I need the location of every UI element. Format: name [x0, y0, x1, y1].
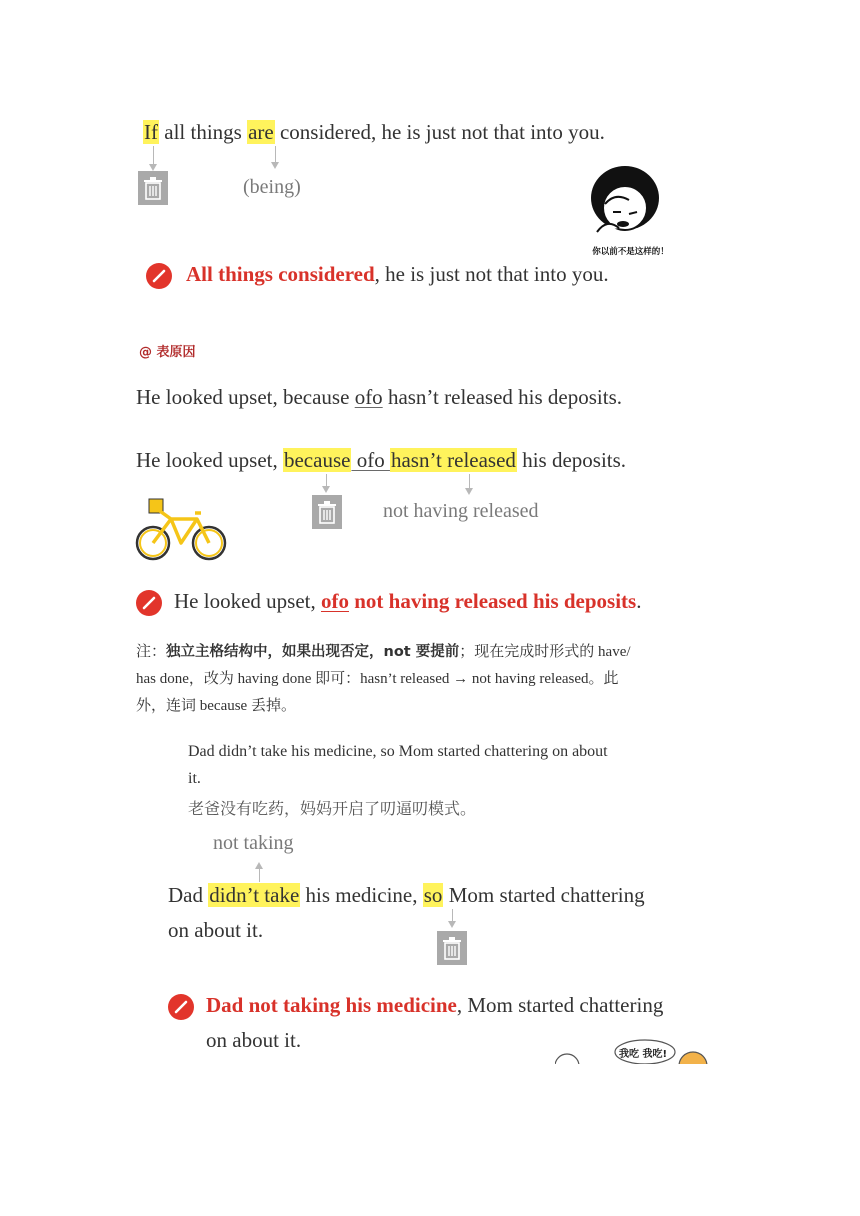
- sentence-original-1: If all things are considered, he is just not that into you.: [144, 120, 605, 144]
- arrow-down-icon: [149, 164, 157, 171]
- sentence-corrected-1: All things considered, he is just not that into you.: [186, 262, 609, 286]
- highlight-are: are: [248, 120, 274, 144]
- arrow-down-icon: [271, 162, 279, 169]
- speech-bubble-text: 我吃 我吃!: [619, 1049, 668, 1060]
- bicycle-icon: [135, 495, 227, 568]
- sentence-corrected-3: Dad not taking his medicine, Mom started chattering: [206, 993, 664, 1017]
- cartoon-image: [555, 1036, 715, 1064]
- sentence-marked-2: He looked upset, because ofo hasn’t released his deposits.: [136, 448, 627, 472]
- example-sentence: Dad didn’t take his medicine, so Mom started chattering on about it. 老爸没有吃药，妈妈开启了叨逼叨模式。: [188, 738, 688, 823]
- grammar-note: 注：独立主格结构中，如果出现否定，not 要提前；现在完成时形式的 have/ has done，改为 having done 即可：hasn’t released → not having released。此 外，连词 because 丢掉。: [136, 644, 631, 714]
- arrow-line: [153, 146, 154, 166]
- trash-icon: [437, 931, 467, 965]
- pencil-icon: [168, 994, 194, 1020]
- highlight-hasnt-released: hasn’t released: [390, 448, 516, 472]
- sentence-marked-3-line2: on about it.: [168, 918, 264, 942]
- sentence-corrected-2: He looked upset, ofo not having released his deposits.: [174, 589, 642, 613]
- highlight-didnt-take: didn’t take: [209, 883, 300, 907]
- trash-icon: [138, 171, 168, 205]
- highlight-so: so: [423, 883, 443, 907]
- highlight-if: If: [144, 120, 158, 144]
- meme-image: [583, 162, 678, 257]
- replacement-not-having-released: not having released: [383, 500, 539, 522]
- sentence-original-2: He looked upset, because ofo hasn’t released his deposits.: [136, 385, 623, 409]
- meme-caption: 你以前不是这样的！: [592, 247, 669, 257]
- example-translation: 老爸没有吃药，妈妈开启了叨逼叨模式。: [188, 801, 477, 818]
- pencil-icon: [136, 590, 162, 616]
- sentence-marked-3: Dad didn’t take his medicine, so Mom started chattering: [168, 883, 645, 907]
- arrow-down-icon: [322, 486, 330, 493]
- sentence-corrected-3-line2: on about it.: [206, 1028, 302, 1052]
- replacement-not-taking: not taking: [213, 832, 294, 854]
- arrow-down-icon: [465, 488, 473, 495]
- arrow-line: [259, 868, 260, 882]
- replacement-being: (being): [243, 176, 301, 198]
- trash-icon: [312, 495, 342, 529]
- arrow-down-icon: [448, 921, 456, 928]
- pencil-icon: [146, 263, 172, 289]
- highlight-because: because: [283, 448, 351, 472]
- section-heading: @ 表原因: [139, 345, 196, 360]
